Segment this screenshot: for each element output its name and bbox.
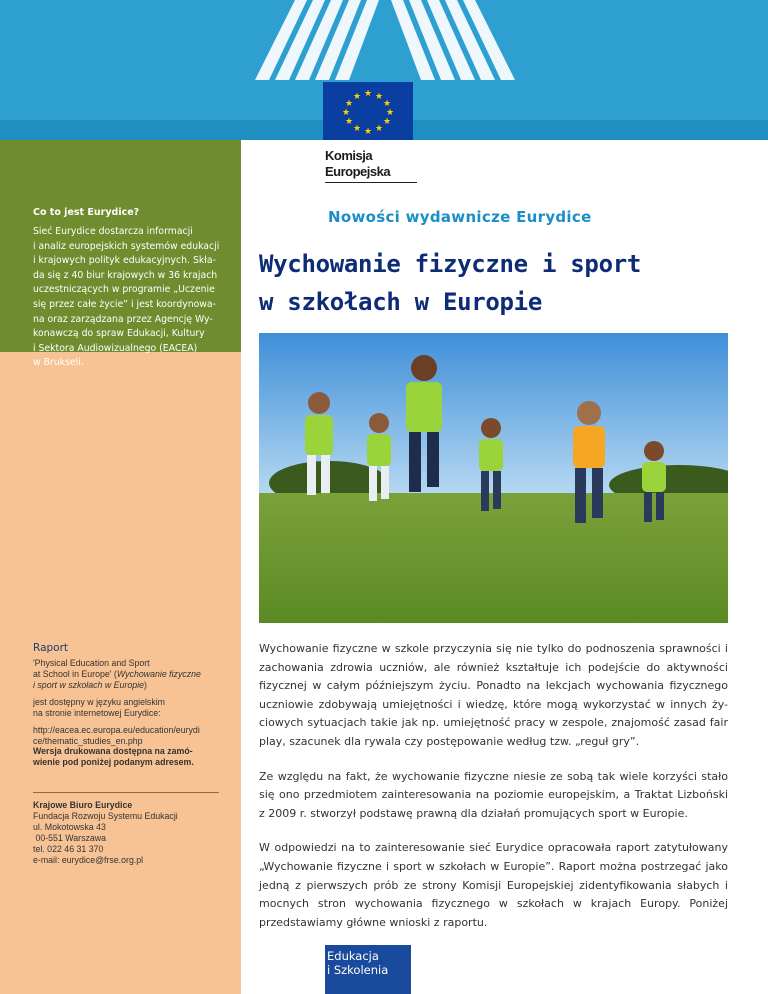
availability-line: na stronie internetowej Eurydice: [33,708,161,718]
title-line-1: Wychowanie fizyczne i sport [259,250,642,278]
section-heading: Nowości wydawnicze Eurydice [328,208,592,226]
availability-line: jest dostępny w języku angielskim [33,697,166,707]
intro-line: i Sektora Audiowizualnego (EACEA) [33,342,198,354]
print-line: Wersja drukowana dostępna na zamó- [33,746,193,756]
article-paragraph: W odpowiedzi na to zainteresowanie sieć Eurydice opracowała raport zatytułowany „Wychowanie fizyczne i sport w szkołach w Europie”. Raport można postrzegać jako jedną z pierwszych prób ze strony Komisji Europejskiej zidentyfikowania słabych i mocnych stron wychowania fizycznego w szkołach w krajach Europy. Poniżej przedstawiamy główne wnioski z raportu. [259,841,728,929]
raport-title: Raport [33,642,69,654]
category-badge [325,945,411,994]
svg-text:★: ★ [382,117,392,127]
intro-line: i analiz europejskich systemów edukacji [33,240,220,252]
raport-italic: i sport w szkołach w Europie [33,680,144,690]
raport-line: at School in Europe' ( [33,669,117,679]
print-line: wienie pod poniżej podanym adresem. [33,757,194,767]
article-paragraph: Ze względu na fakt, że wychowanie fizyczne niesie ze sobą tak wiele korzyści stało się ono przedmiotem zainteresowania na poziomie europejskim, a Traktat Lizboński z 2009 r. stworzył podstawę prawną dla działań promujących sport w Europie. [259,769,728,820]
badge-line-2: i Szkolenia [327,963,389,977]
contact-line: 00-551 Warszawa [33,833,107,843]
raport-line: 'Physical Education and Sport [33,658,150,668]
intro-line: uczestniczących w programie „Uczenie [33,284,215,296]
intro-line: się przez całe życie” i jest koordynowa- [33,298,216,310]
brand-name [325,148,390,180]
brand-underline [325,182,417,183]
title-line-2: w szkołach w Europie [259,288,542,316]
raport-italic: Wychowanie fizyczne [116,669,201,679]
svg-text:★: ★ [382,99,392,109]
intro-line: na oraz zarządzana przez Agencję Wy- [33,313,213,325]
url-line[interactable]: ce/thematic_studies_en.php [33,736,143,746]
contact-line: Fundacja Rozwoju Systemu Edukacji [33,811,178,821]
svg-text:★: ★ [344,99,354,109]
raport-description [33,658,233,753]
ec-building-logo [255,0,515,80]
article-paragraph: Wychowanie fizyczne w szkole przyczynia się nie tylko do podnoszenia sprawności i zachowania zdrowia uczniów, ale również kształtuje ich podejście do aktywności fizycznej w całym późniejszym życiu. Ponadto na lekcjach wychowania fizycznego uczniowie zdobywają umiejętności i wiedzę, które mogą wykorzystać w innych ży-ciowych sytuacjach takie jak np. umiejętność pracy w zespole, znajomość zasad fair play, szacunek dla rywala czy postępowanie według tzw. „reguł gry”. [259,642,728,748]
intro-line: w Brukseli. [33,357,84,369]
svg-text:★: ★ [341,108,351,118]
svg-text:★: ★ [374,92,384,102]
brand-line-1: Komisja [325,148,373,163]
children-running-photo [259,333,728,623]
intro-text [33,225,223,371]
svg-text:★: ★ [374,124,384,134]
page-title [259,245,641,321]
svg-text:★: ★ [344,117,354,127]
svg-text:★: ★ [385,108,395,118]
url-line[interactable]: http://eacea.ec.europa.eu/education/eurydi [33,725,200,735]
svg-text:★: ★ [352,124,362,134]
svg-text:★: ★ [352,92,362,102]
eu-flag-icon [323,82,413,140]
badge-line-1: Edukacja [327,949,379,963]
contact-line: tel. 022 46 31 370 [33,844,104,854]
svg-text:★: ★ [363,89,373,99]
contact-email[interactable]: e-mail: eurydice@frse.org.pl [33,855,144,865]
contact-block [33,800,233,866]
brand-line-2: Europejska [325,164,391,179]
svg-text:★: ★ [363,127,373,137]
raport-line: ) [143,680,147,690]
raport-link[interactable] [33,725,233,747]
article-body [259,640,728,948]
intro-line: konawczą do spraw Edukacji, Kultury [33,328,205,340]
print-order-note [33,746,233,768]
divider [33,792,219,793]
intro-line: i krajowych polityk edukacyjnych. Skła- [33,255,216,267]
intro-title: Co to jest Eurydice? [33,207,140,218]
intro-line: da się z 40 biur krajowych w 36 krajach [33,269,218,281]
contact-title: Krajowe Biuro Eurydice [33,800,133,810]
contact-line: ul. Mokotowska 43 [33,822,106,832]
intro-line: Sieć Eurydice dostarcza informacji [33,226,193,237]
